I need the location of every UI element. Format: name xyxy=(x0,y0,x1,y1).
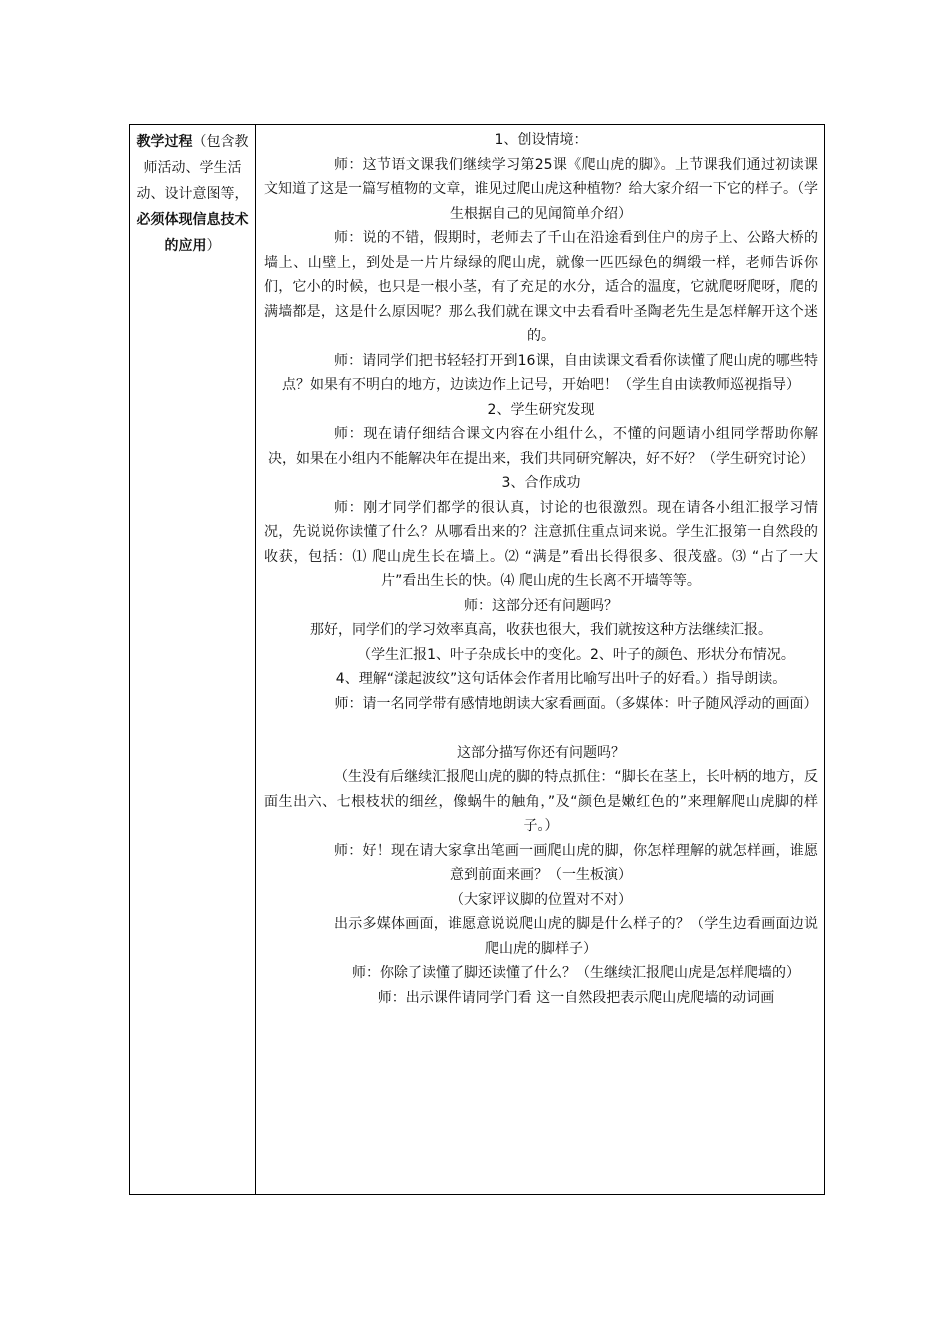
content-cell xyxy=(256,125,825,1195)
row-label-cell xyxy=(130,125,256,1195)
paragraph: （大家评议脚的位置对不对） xyxy=(450,891,632,908)
label-requirement: 必须体现信息技术的应用 xyxy=(136,212,249,254)
paragraph: 师：刚才同学们都学的很认真，讨论的也很激烈。现在请各小组汇报学习情况，先说说你读懂了什么？从哪看出来的？注意抓住重点词来说。学生汇报第一自然段的收获，包括：⑴ 爬山虎生长在墙上。⑵ “满是”看出长得很多、很茂盛。⑶ “占了一大片”看出生长的快。⑷ 爬山虎的生长离不开墙等等。 xyxy=(264,499,818,589)
row-label xyxy=(130,125,255,259)
label-close: ） xyxy=(206,238,221,254)
paragraph: （学生汇报1、叶子杂成长中的变化。2、叶子的颜色、形状分布情况。 xyxy=(357,646,795,663)
label-description: （包含教师活动、学生活动、设计意图等， xyxy=(136,134,249,202)
section-heading: 2、学生研究发现 xyxy=(487,401,595,418)
paragraph: （生没有后继续汇报爬山虎的脚的特点抓住：“脚长在茎上，长叶柄的地方，反面生出六、七根枝状的细丝，像蜗牛的触角，”及“颜色是嫩红色的”来理解爬山虎脚的样子。） xyxy=(264,769,818,834)
paragraph: 师：你除了读懂了脚还读懂了什么？（生继续汇报爬山虎是怎样爬墙的） xyxy=(352,965,800,981)
paragraph: 师：出示课件请同学门看 这一自然段把表示爬山虎爬墙的动词画 xyxy=(377,989,775,1006)
lesson-plan-table xyxy=(129,124,825,1195)
paragraph: 师：好！现在请大家拿出笔画一画爬山虎的脚，你怎样理解的就怎样画，谁愿意到前面来画？（一生板演） xyxy=(334,842,818,883)
paragraph: 师：请一名同学带有感情地朗读大家看画面。（多媒体：叶子随风浮动的画面） xyxy=(334,695,818,712)
section-heading: 3、合作成功 xyxy=(501,475,581,491)
label-title: 教学过程 xyxy=(136,134,193,150)
paragraph: 这部分描写你还有问题吗？ xyxy=(457,744,625,761)
paragraph: 师：请同学们把书轻轻打开到16课，自由读课文看看你读懂了爬山虎的哪些特点？如果有不明白的地方，边读边作上记号，开始吧！（学生自由读教师巡视指导） xyxy=(282,352,818,393)
paragraph: 那好，同学们的学习效率真高，收获也很大，我们就按这种方法继续汇报。 xyxy=(310,622,772,638)
blank-line xyxy=(264,716,818,741)
paragraph: 出示多媒体画面，谁愿意说说爬山虎的脚是什么样子的？（学生边看画面边说爬山虎的脚样子） xyxy=(334,916,818,957)
paragraph: 师：现在请仔细结合课文内容在小组什么，不懂的问题请小组同学帮助你解决，如果在小组内不能解决年在提出来，我们共同研究解决，好不好？（学生研究讨论） xyxy=(268,426,818,467)
paragraph: 4、理解“漾起波纹”这句话体会作者用比喻写出叶子的好看。）指导朗读。 xyxy=(335,671,787,687)
paragraph: 师：这节语文课我们继续学习第25课《爬山虎的脚》。上节课我们通过初读课文知道了这是一篇写植物的文章，谁见过爬山虎这种植物？给大家介绍一下它的样子。（学生根据自己的见闻简单介绍） xyxy=(264,156,818,222)
lesson-content xyxy=(256,125,824,1010)
section-heading: 1、创设情境： xyxy=(494,132,588,148)
teaching-process-row xyxy=(130,125,825,1195)
paragraph: 师：这部分还有问题吗？ xyxy=(464,597,618,614)
paragraph: 师：说的不错，假期时，老师去了千山在沿途看到住户的房子上、公路大桥的墙上、山壁上，到处是一片片绿绿的爬山虎，就像一匹匹绿色的绸缎一样，老师告诉你们，它小的时候，也只是一根小茎，有了充足的水分，适合的温度，它就爬呀爬呀，爬的满墙都是，这是什么原因呢？那么我们就在课文中去看看叶圣陶老先生是怎样解开这个迷的。 xyxy=(264,230,818,344)
